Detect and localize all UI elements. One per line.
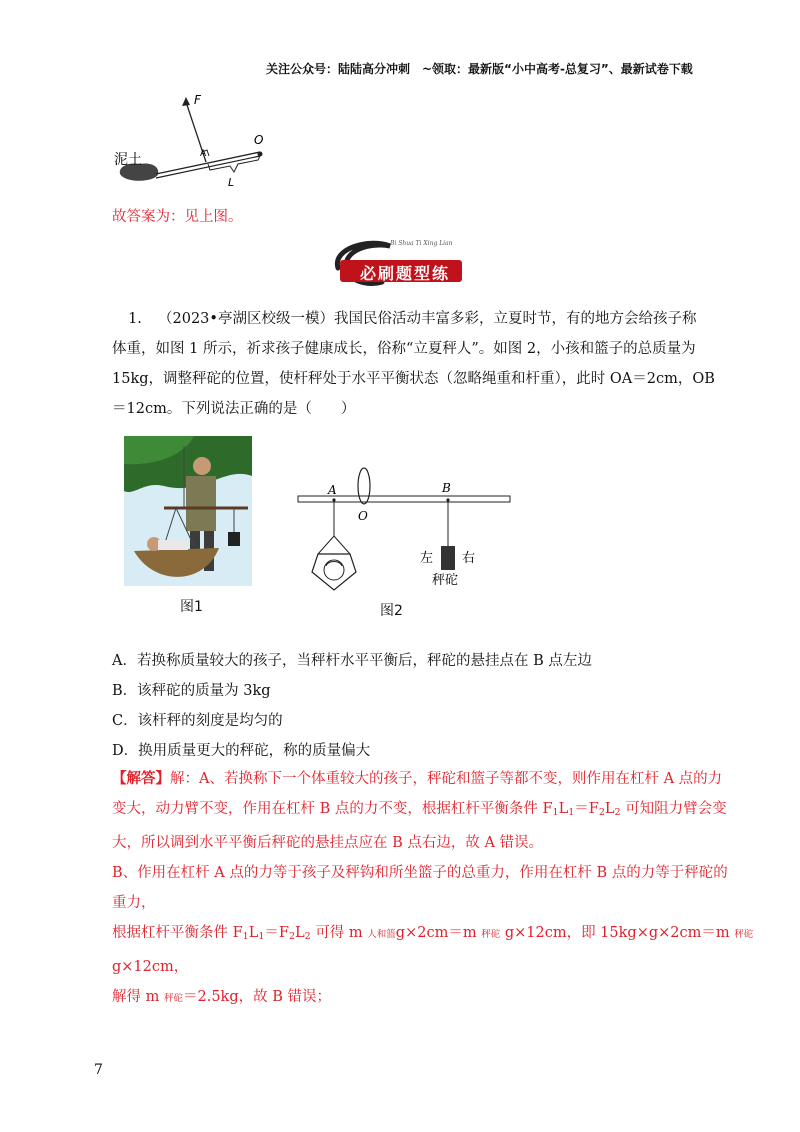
question-line-2: 体重，如图 1 所示，祈求孩子健康成长，俗称“立夏秤人”。如图 2，小孩和篮子的总质量为 [112, 341, 696, 357]
pivot-label: O [254, 133, 264, 147]
option-d: D．换用质量更大的秤砣，称的质量偏大 [112, 743, 371, 759]
label-o: O [358, 509, 368, 523]
solution-b-line-4: g×12cm， [112, 959, 189, 975]
solution-block [112, 764, 754, 1014]
question-line-4: ＝12cm。下列说法正确的是（ ） [112, 401, 356, 417]
solution-a-line-1: 解：A、若换称下一个体重较大的孩子，秤砣和篮子等都不变，则作用在杠杆 A 点的力 [170, 771, 723, 787]
option-a: A．若换称质量较大的孩子，当秤杆水平平衡后，秤砣的悬挂点在 B 点左边 [112, 653, 592, 669]
figure-1-image [124, 436, 252, 586]
label-a: A [328, 483, 337, 497]
question-line-1: （2023•亭湖区校级一模）我国民俗活动丰富多彩，立夏时节，有的地方会给孩子称 [158, 311, 697, 327]
option-b: B．该秤砣的质量为 3kg [112, 683, 271, 699]
label-left: 左 [420, 551, 434, 566]
answer-line: 故答案为：见上图。 [112, 209, 243, 225]
label-b: B [442, 481, 451, 495]
page-header: 关注公众号：陆陆高分冲刺 ~领取：最新版“小中高考-总复习”、最新试卷下载 [266, 62, 693, 76]
badge-script: Bi Shua Ti Xing Lian [390, 240, 453, 247]
label-weight: 秤砣 [432, 573, 459, 588]
mud-label: 泥土 [114, 152, 142, 168]
lever-diagram [110, 92, 280, 192]
badge-text: 必刷题型练 [359, 264, 450, 283]
figure-1-caption: 图1 [180, 599, 203, 615]
solution-a-line-2: 变大，动力臂不变，作用在杠杆 B 点的力不变，根据杠杆平衡条件 $F_1L_1=F_2L_2$ 可知阻力臂会变 [112, 801, 727, 818]
question-block [112, 304, 715, 424]
solution-a-line-3: 大，所以调到水平平衡后秤砣的悬挂点应在 B 点右边，故 A 错误。 [112, 835, 544, 851]
point-label: A [200, 149, 207, 159]
option-c: C．该杆秤的刻度是均匀的 [112, 713, 283, 729]
solution-b-line-3: 根据杠杆平衡条件 $F_1L_1=F_2L_2$ 可得 m 人和篮g×2cm＝m 秤砣 g×12cm，即 15kg×g×2cm＝m 秤砣 [112, 925, 754, 942]
solution-b-line-1: B、作用在杠杆 A 点的力等于孩子及秤钩和所坐篮子的总重力，作用在杠杆 B 点的力等于秤砣的 [112, 865, 728, 881]
figure-2-caption: 图2 [380, 603, 403, 619]
options-list [112, 646, 712, 766]
label-right: 右 [462, 551, 476, 566]
arm-label: L [228, 176, 235, 189]
section-badge [330, 238, 470, 288]
solution-tag: 【解答】 [112, 770, 170, 787]
question-line-3: 15kg，调整秤砣的位置，使杆秤处于水平平衡状态（忽略绳重和杆重），此时 OA＝2cm，OB [112, 371, 715, 387]
page-number: 7 [94, 1062, 103, 1078]
force-label: F [194, 93, 201, 107]
figure-2-diagram [296, 466, 516, 622]
question-number: 1. [128, 311, 142, 327]
solution-b-line-2: 重力， [112, 895, 156, 911]
solution-b-line-5: 解得 m 秤砣＝2.5kg，故 B 错误； [112, 989, 331, 1005]
